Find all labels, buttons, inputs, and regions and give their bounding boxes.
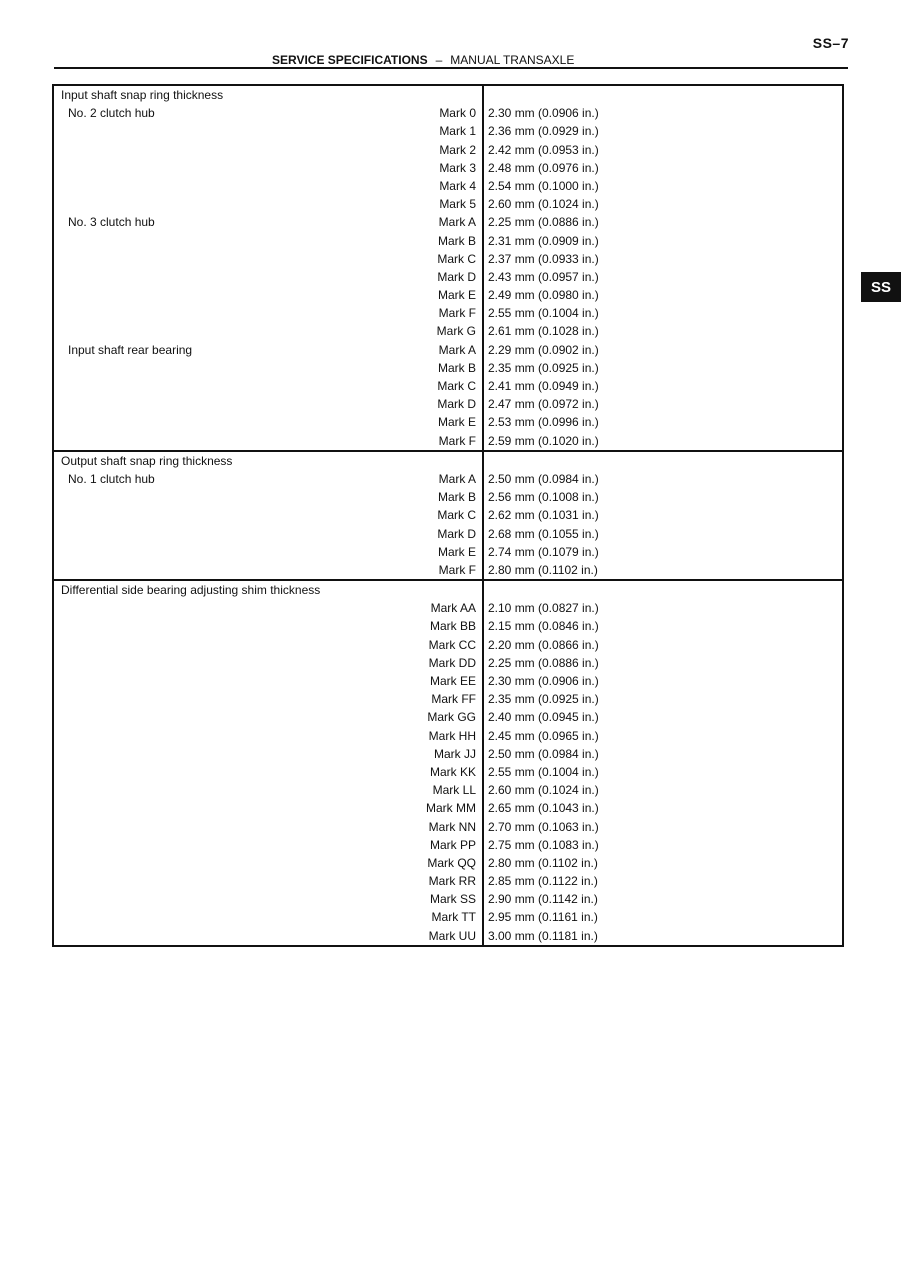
item-label [54,763,394,781]
spec-value: 2.74 mm (0.1079 in.) [488,544,599,559]
mark-label: Mark B [437,490,476,505]
spec-value: 2.55 mm (0.1004 in.) [488,764,599,779]
spec-row [54,708,842,726]
spec-section [54,450,842,579]
item-label [54,159,394,177]
section-title: Input shaft snap ring thickness [61,88,224,102]
spec-row [54,488,842,506]
spec-row [54,927,842,945]
mark-label: Mark 5 [439,197,476,212]
spec-value: 2.90 mm (0.1142 in.) [488,892,598,907]
spec-section [54,579,842,945]
item-label [54,377,394,395]
item-label [54,232,394,250]
spec-row [54,672,842,690]
mark-label: Mark MM [426,801,476,816]
spec-value: 2.25 mm (0.0886 in.) [488,655,599,670]
spec-value: 2.59 mm (0.1020 in.) [488,433,599,448]
section-tab: SS [861,272,901,302]
item-label [54,908,394,926]
header-rule [54,67,848,69]
item-label [54,141,394,159]
spec-value: 2.60 mm (0.1024 in.) [488,783,599,798]
spec-value: 2.30 mm (0.0906 in.) [488,106,599,121]
spec-value: 2.62 mm (0.1031 in.) [488,508,599,523]
item-label [54,781,394,799]
spec-row [54,690,842,708]
spec-row [54,195,842,213]
spec-value: 2.80 mm (0.1102 in.) [488,562,598,577]
spec-value: 2.47 mm (0.0972 in.) [488,397,599,412]
item-label [54,525,394,543]
spec-row [54,799,842,817]
mark-label: Mark G [436,324,476,339]
item-label [54,599,394,617]
spec-row [54,561,842,579]
mark-label: Mark E [437,288,476,303]
spec-row [54,395,842,413]
item-label: Input shaft rear bearing [68,342,193,357]
item-label: No. 3 clutch hub [68,215,155,230]
mark-label: Mark 1 [439,124,476,139]
spec-value: 2.95 mm (0.1161 in.) [488,910,598,925]
page-header [272,53,574,67]
spec-row [54,763,842,781]
spec-value: 2.10 mm (0.0827 in.) [488,601,599,616]
mark-label: Mark C [437,379,476,393]
mark-label: Mark D [437,397,476,412]
mark-label: Mark BB [429,619,476,634]
spec-row [54,268,842,286]
mark-label: Mark AA [430,601,476,616]
mark-label: Mark F [438,562,476,577]
spec-value: 2.45 mm (0.0965 in.) [488,728,599,743]
spec-row [54,122,842,140]
section-title: Output shaft snap ring thickness [61,453,233,468]
mark-label: Mark E [437,415,476,430]
mark-label: Mark EE [429,674,476,688]
spec-row [54,104,842,122]
spec-row [54,177,842,195]
mark-label: Mark UU [428,928,476,943]
spec-row [54,232,842,250]
mark-label: Mark A [438,215,476,230]
spec-row [54,413,842,431]
spec-row [54,250,842,268]
mark-label: Mark RR [428,874,476,889]
mark-label: Mark F [438,433,476,448]
spec-row [54,525,842,543]
header-dash: – [435,53,443,67]
spec-row [54,854,842,872]
mark-label: Mark KK [429,764,476,779]
spec-value: 2.85 mm (0.1122 in.) [488,874,598,889]
spec-row [54,470,842,488]
spec-row [54,543,842,561]
item-label [54,195,394,213]
item-label [54,799,394,817]
spec-value: 2.50 mm (0.0984 in.) [488,746,599,761]
spec-row [54,654,842,672]
spec-value: 2.61 mm (0.1028 in.) [488,324,599,339]
spec-value: 2.65 mm (0.1043 in.) [488,801,599,816]
header-subtitle: MANUAL TRANSAXLE [450,53,575,67]
spec-row [54,836,842,854]
item-label [54,927,394,945]
item-label [54,836,394,854]
spec-row [54,872,842,890]
spec-value: 2.68 mm (0.1055 in.) [488,526,599,541]
spec-value: 2.50 mm (0.0984 in.) [488,471,599,486]
spec-value: 2.36 mm (0.0929 in.) [488,124,599,139]
spec-value: 2.43 mm (0.0957 in.) [488,269,599,284]
item-label [54,561,394,579]
mark-label: Mark C [437,508,476,523]
item-label [54,854,394,872]
spec-value: 2.31 mm (0.0909 in.) [488,233,599,248]
item-label: No. 1 clutch hub [68,471,155,486]
spec-row [54,506,842,524]
item-label [54,745,394,763]
item-label [54,818,394,836]
mark-label: Mark FF [431,692,476,707]
spec-row [54,781,842,799]
spec-value: 2.35 mm (0.0925 in.) [488,692,599,707]
header-title: SERVICE SPECIFICATIONS [272,53,428,67]
mark-label: Mark 4 [439,178,476,193]
item-label [54,636,394,654]
item-label [54,250,394,268]
page-number: SS–7 [812,35,849,51]
column-divider [482,581,484,945]
item-label [54,432,394,450]
spec-value: 2.48 mm (0.0976 in.) [488,160,599,175]
column-divider [482,86,484,450]
mark-label: Mark B [437,360,476,375]
spec-row [54,599,842,617]
spec-value: 2.80 mm (0.1102 in.) [488,855,598,870]
spec-row [54,286,842,304]
item-label [54,872,394,890]
item-label [54,286,394,304]
item-label [54,543,394,561]
mark-label: Mark PP [429,837,476,852]
spec-value: 2.56 mm (0.1008 in.) [488,490,599,505]
item-label: No. 2 clutch hub [68,106,155,121]
item-label [54,122,394,140]
spec-value: 2.25 mm (0.0886 in.) [488,215,599,230]
spec-value: 2.35 mm (0.0925 in.) [488,360,599,375]
spec-value: 2.20 mm (0.0866 in.) [488,637,599,652]
spec-row [54,636,842,654]
spec-row [54,213,842,231]
spec-section [54,86,842,450]
item-label [54,727,394,745]
mark-label: Mark D [437,526,476,541]
spec-row [54,908,842,926]
mark-label: Mark A [438,471,476,486]
mark-label: Mark 3 [439,160,476,175]
spec-row [54,322,842,340]
mark-label: Mark DD [428,655,476,670]
spec-value: 2.37 mm (0.0933 in.) [488,251,599,266]
mark-label: Mark LL [432,783,476,798]
item-label [54,617,394,635]
item-label [54,708,394,726]
item-label [54,268,394,286]
column-divider [482,452,484,579]
mark-label: Mark GG [427,710,476,725]
mark-label: Mark C [437,251,476,266]
item-label [54,672,394,690]
spec-row [54,159,842,177]
mark-label: Mark 0 [439,106,476,121]
spec-value: 2.60 mm (0.1024 in.) [488,197,599,212]
spec-value: 2.15 mm (0.0846 in.) [488,619,599,634]
section-title: Differential side bearing adjusting shim thickness [61,583,321,598]
spec-row [54,432,842,450]
item-label [54,322,394,340]
spec-value: 2.40 mm (0.0945 in.) [488,710,599,725]
spec-value: 2.70 mm (0.1063 in.) [488,819,599,834]
mark-label: Mark TT [431,910,476,925]
spec-value: 2.30 mm (0.0906 in.) [488,674,599,688]
item-label [54,654,394,672]
mark-label: Mark JJ [434,746,476,761]
spec-value: 2.42 mm (0.0953 in.) [488,142,599,157]
spec-row [54,359,842,377]
spec-row [54,745,842,763]
item-label [54,395,394,413]
mark-label: Mark A [438,342,476,357]
spec-row [54,818,842,836]
spec-row [54,341,842,359]
spec-value: 2.54 mm (0.1000 in.) [488,178,599,193]
spec-value: 2.41 mm (0.0949 in.) [488,379,599,393]
spec-value: 2.55 mm (0.1004 in.) [488,306,599,321]
item-label [54,488,394,506]
item-label [54,359,394,377]
spec-value: 2.53 mm (0.0996 in.) [488,415,599,430]
item-label [54,690,394,708]
item-label [54,177,394,195]
mark-label: Mark 2 [439,142,476,157]
item-label [54,304,394,322]
spec-row [54,727,842,745]
mark-label: Mark D [437,269,476,284]
mark-label: Mark B [437,233,476,248]
mark-label: Mark SS [429,892,476,907]
spec-table [52,84,844,947]
item-label [54,890,394,908]
mark-label: Mark QQ [427,855,476,870]
spec-value: 3.00 mm (0.1181 in.) [488,928,598,943]
spec-value: 2.49 mm (0.0980 in.) [488,288,599,303]
spec-row [54,141,842,159]
mark-label: Mark E [437,544,476,559]
item-label [54,506,394,524]
mark-label: Mark F [438,306,476,321]
mark-label: Mark CC [428,637,476,652]
spec-row [54,617,842,635]
mark-label: Mark HH [428,728,476,743]
spec-value: 2.29 mm (0.0902 in.) [488,342,599,357]
item-label [54,413,394,431]
spec-value: 2.75 mm (0.1083 in.) [488,837,599,852]
mark-label: Mark NN [428,819,476,834]
spec-row [54,377,842,395]
spec-row [54,304,842,322]
spec-row [54,890,842,908]
